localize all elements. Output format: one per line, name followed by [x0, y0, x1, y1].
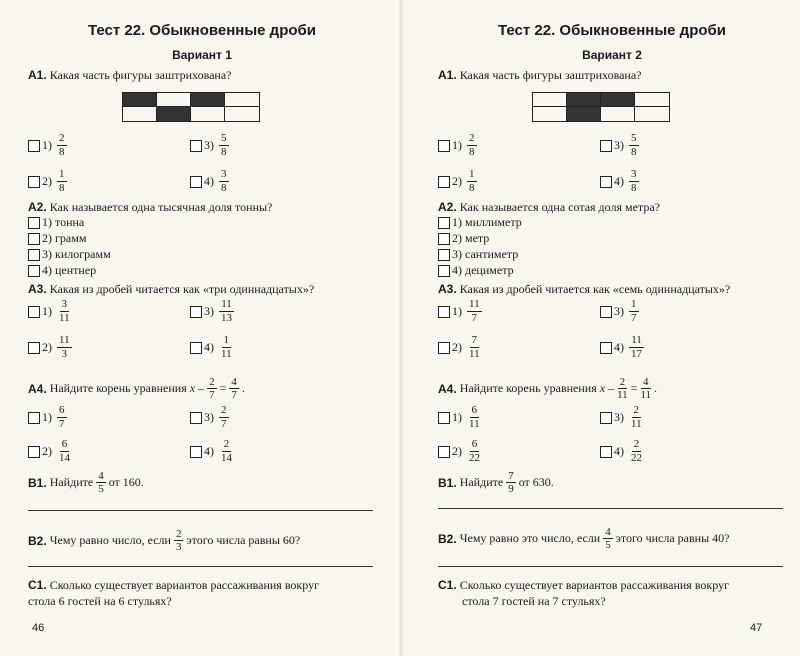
fraction: $\frac{5}{8}$ — [631, 132, 637, 158]
fraction: $\frac{3}{8}$ — [221, 168, 227, 194]
answer-option-a2-3[interactable]: 3) сантиметр — [438, 247, 518, 262]
answer-checkbox[interactable] — [438, 446, 450, 458]
answer-checkbox[interactable] — [600, 412, 612, 424]
answer-option-a3-1[interactable]: 1) $\frac{11}{7}$ — [438, 298, 482, 325]
answer-checkbox[interactable] — [28, 265, 40, 277]
figure-cell — [601, 107, 635, 121]
answer-checkbox[interactable] — [600, 140, 612, 152]
answer-checkbox[interactable] — [600, 446, 612, 458]
answer-checkbox[interactable] — [438, 233, 450, 245]
shaded-figure — [122, 92, 260, 122]
answer-checkbox[interactable] — [190, 140, 202, 152]
question-a3: А3. Какая из дробей читается как «три одиннадцатых»? — [28, 282, 315, 296]
fraction: $\frac{3}{8}$ — [631, 168, 637, 194]
figure-cell-shaded — [191, 93, 225, 107]
answer-checkbox[interactable] — [438, 265, 450, 277]
fraction: $\frac{11}{17}$ — [631, 334, 642, 360]
variant-heading: Вариант 1 — [172, 48, 232, 62]
answer-checkbox[interactable] — [28, 233, 40, 245]
page-number: 46 — [32, 622, 45, 634]
figure-cell — [157, 93, 191, 107]
answer-checkbox[interactable] — [190, 176, 202, 188]
answer-option-a4-3[interactable]: 3) $\frac{2}{7}$ — [190, 404, 229, 431]
fraction: $\frac{1}{11}$ — [221, 334, 232, 360]
fraction: $\frac{6}{22}$ — [469, 438, 480, 464]
fraction: $\frac{4}{5}$ — [98, 470, 104, 495]
fraction: $\frac{1}{8}$ — [59, 168, 65, 194]
figure-cell — [635, 107, 669, 121]
answer-checkbox[interactable] — [438, 412, 450, 424]
answer-option-a1-2[interactable]: 2) $\frac{1}{8}$ — [28, 168, 67, 195]
answer-checkbox[interactable] — [600, 176, 612, 188]
figure-cell — [533, 93, 567, 107]
question-c1: С1. Сколько существует вариантов рассаживания вокруг — [438, 578, 730, 592]
fraction: $\frac{6}{14}$ — [59, 438, 70, 464]
variant-heading: Вариант 2 — [582, 48, 642, 62]
fraction: $\frac{4}{11}$ — [640, 376, 652, 401]
answer-option-a3-2[interactable]: 2) $\frac{7}{11}$ — [438, 334, 482, 361]
answer-option-a1-3[interactable]: 3) $\frac{5}{8}$ — [600, 132, 639, 159]
page-title: Тест 22. Обыкновенные дроби — [497, 22, 727, 39]
question-text: Какая часть фигуры заштрихована? — [49, 68, 232, 82]
answer-option-a3-4[interactable]: 4) $\frac{1}{11}$ — [190, 334, 234, 361]
fraction: $\frac{1}{8}$ — [469, 168, 475, 194]
answer-checkbox[interactable] — [28, 140, 40, 152]
question-a4: А4. Найдите корень уравнения x – $\frac{2}{11}$ = $\frac{4}{11}$ . — [438, 376, 658, 401]
figure-cell — [123, 107, 157, 121]
figure-cell-shaded — [123, 93, 157, 107]
fraction: $\frac{2}{8}$ — [59, 132, 65, 158]
figure-cell — [533, 107, 567, 121]
page-number: 47 — [750, 622, 763, 634]
answer-option-a3-2[interactable]: 2) $\frac{11}{3}$ — [28, 334, 72, 361]
answer-checkbox[interactable] — [28, 249, 40, 261]
answer-option-a2-1[interactable]: 1) тонна — [28, 215, 84, 230]
answer-line[interactable] — [438, 566, 783, 567]
fraction: $\frac{2}{11}$ — [617, 376, 628, 401]
answer-checkbox[interactable] — [28, 306, 40, 318]
answer-option-a2-3[interactable]: 3) килограмм — [28, 247, 111, 262]
answer-option-a4-3[interactable]: 3) $\frac{2}{11}$ — [600, 404, 644, 431]
answer-option-a4-1[interactable]: 1) $\frac{6}{7}$ — [28, 404, 67, 431]
answer-option-a4-4[interactable]: 4) $\frac{2}{14}$ — [190, 438, 234, 465]
answer-checkbox[interactable] — [190, 412, 202, 424]
fraction: $\frac{11}{13}$ — [221, 298, 232, 324]
fraction: $\frac{7}{11}$ — [469, 334, 480, 360]
answer-line[interactable] — [28, 566, 373, 567]
answer-option-a1-1[interactable]: 1) $\frac{2}{8}$ — [438, 132, 477, 159]
answer-checkbox[interactable] — [600, 306, 612, 318]
answer-option-a3-4[interactable]: 4) $\frac{11}{17}$ — [600, 334, 644, 361]
book-gutter — [398, 0, 404, 656]
answer-option-a3-3[interactable]: 3) $\frac{11}{13}$ — [190, 298, 234, 325]
question-a2: А2. Как называется одна тысячная доля тонны? — [28, 200, 273, 214]
answer-option-a2-1[interactable]: 1) миллиметр — [438, 215, 522, 230]
question-b2: В2. Чему равно это число, если $\frac{4}{5}$ этого числа равны 40? — [438, 526, 730, 551]
fraction: $\frac{3}{11}$ — [59, 298, 70, 324]
answer-line[interactable] — [438, 508, 783, 509]
answer-option-a2-2[interactable]: 2) метр — [438, 231, 489, 246]
fraction: $\frac{4}{5}$ — [605, 526, 611, 551]
question-b1: В1. Найдите $\frac{7}{9}$ от 630. — [438, 470, 554, 495]
question-a4: А4. Найдите корень уравнения x – $\frac{2}{7}$ = $\frac{4}{7}$ . — [28, 376, 245, 401]
answer-option-a4-1[interactable]: 1) $\frac{6}{11}$ — [438, 404, 482, 431]
answer-option-a1-4[interactable]: 4) $\frac{3}{8}$ — [600, 168, 639, 195]
fraction: $\frac{2}{3}$ — [175, 528, 182, 553]
answer-option-a2-4[interactable]: 4) центнер — [28, 263, 96, 278]
fraction: $\frac{6}{11}$ — [469, 404, 480, 430]
fraction: $\frac{2}{8}$ — [469, 132, 475, 158]
figure-cell-shaded — [567, 107, 601, 121]
figure-cell-shaded — [157, 107, 191, 121]
page-title: Тест 22. Обыкновенные дроби — [87, 22, 317, 39]
question-c1-line2: стола 7 гостей на 7 стульях? — [462, 594, 606, 608]
answer-checkbox[interactable] — [438, 176, 450, 188]
answer-checkbox[interactable] — [28, 446, 40, 458]
shaded-figure — [532, 92, 670, 122]
answer-checkbox[interactable] — [190, 446, 202, 458]
question-a1: А1. Какая часть фигуры заштрихована? — [438, 68, 642, 82]
figure-cell — [225, 93, 259, 107]
answer-option-a1-1[interactable]: 1) $\frac{2}{8}$ — [28, 132, 67, 159]
fraction: $\frac{2}{7}$ — [209, 376, 215, 401]
answer-checkbox[interactable] — [28, 342, 40, 354]
page-left — [22, 0, 402, 656]
answer-option-a4-2[interactable]: 2) $\frac{6}{22}$ — [438, 438, 482, 465]
answer-checkbox[interactable] — [190, 306, 202, 318]
answer-line[interactable] — [28, 510, 373, 511]
fraction: $\frac{11}{7}$ — [469, 298, 480, 324]
answer-option-a1-3[interactable]: 3) $\frac{5}{8}$ — [190, 132, 229, 159]
question-a3: А3. Какая из дробей читается как «семь одиннадцатых»? — [438, 282, 731, 296]
question-b1: В1. Найдите $\frac{4}{5}$ от 160. — [28, 470, 144, 495]
question-b2: В2. Чему равно число, если $\frac{2}{3}$ этого числа равны 60? — [28, 528, 301, 553]
fraction: $\frac{2}{22}$ — [631, 438, 642, 464]
figure-cell-shaded — [567, 93, 601, 107]
answer-checkbox[interactable] — [28, 217, 40, 229]
answer-checkbox[interactable] — [28, 176, 40, 188]
question-c1: С1. Сколько существует вариантов рассаживания вокруг — [28, 578, 320, 592]
figure-cell — [191, 107, 225, 121]
fraction: $\frac{11}{3}$ — [59, 334, 70, 360]
answer-option-a4-2[interactable]: 2) $\frac{6}{14}$ — [28, 438, 72, 465]
answer-checkbox[interactable] — [600, 342, 612, 354]
figure-cell-shaded — [601, 93, 635, 107]
fraction: $\frac{1}{7}$ — [631, 298, 637, 324]
answer-option-a1-2[interactable]: 2) $\frac{1}{8}$ — [438, 168, 477, 195]
answer-checkbox[interactable] — [438, 342, 450, 354]
answer-checkbox[interactable] — [438, 140, 450, 152]
answer-checkbox[interactable] — [28, 412, 40, 424]
fraction: $\frac{2}{7}$ — [221, 404, 227, 430]
fraction: $\frac{6}{7}$ — [59, 404, 65, 430]
figure-cell — [635, 93, 669, 107]
answer-option-a3-3[interactable]: 3) $\frac{1}{7}$ — [600, 298, 639, 325]
answer-option-a2-2[interactable]: 2) грамм — [28, 231, 86, 246]
answer-option-a1-4[interactable]: 4) $\frac{3}{8}$ — [190, 168, 229, 195]
fraction: $\frac{7}{9}$ — [508, 470, 514, 495]
answer-checkbox[interactable] — [190, 342, 202, 354]
fraction: $\frac{4}{7}$ — [231, 376, 237, 401]
fraction: $\frac{2}{14}$ — [221, 438, 232, 464]
question-label: А1. — [28, 68, 47, 82]
fraction: $\frac{2}{11}$ — [631, 404, 642, 430]
page-right — [432, 0, 800, 656]
question-a1 — [28, 68, 232, 83]
answer-checkbox[interactable] — [438, 306, 450, 318]
fraction: $\frac{5}{8}$ — [221, 132, 227, 158]
question-c1-line2: стола 6 гостей на 6 стульях? — [28, 594, 172, 608]
figure-cell — [225, 107, 259, 121]
question-a2: А2. Как называется одна сотая доля метра? — [438, 200, 660, 214]
answer-option-a3-1[interactable]: 1) $\frac{3}{11}$ — [28, 298, 72, 325]
answer-checkbox[interactable] — [438, 249, 450, 261]
answer-option-a2-4[interactable]: 4) дециметр — [438, 263, 514, 278]
answer-option-a4-4[interactable]: 4) $\frac{2}{22}$ — [600, 438, 644, 465]
answer-checkbox[interactable] — [438, 217, 450, 229]
